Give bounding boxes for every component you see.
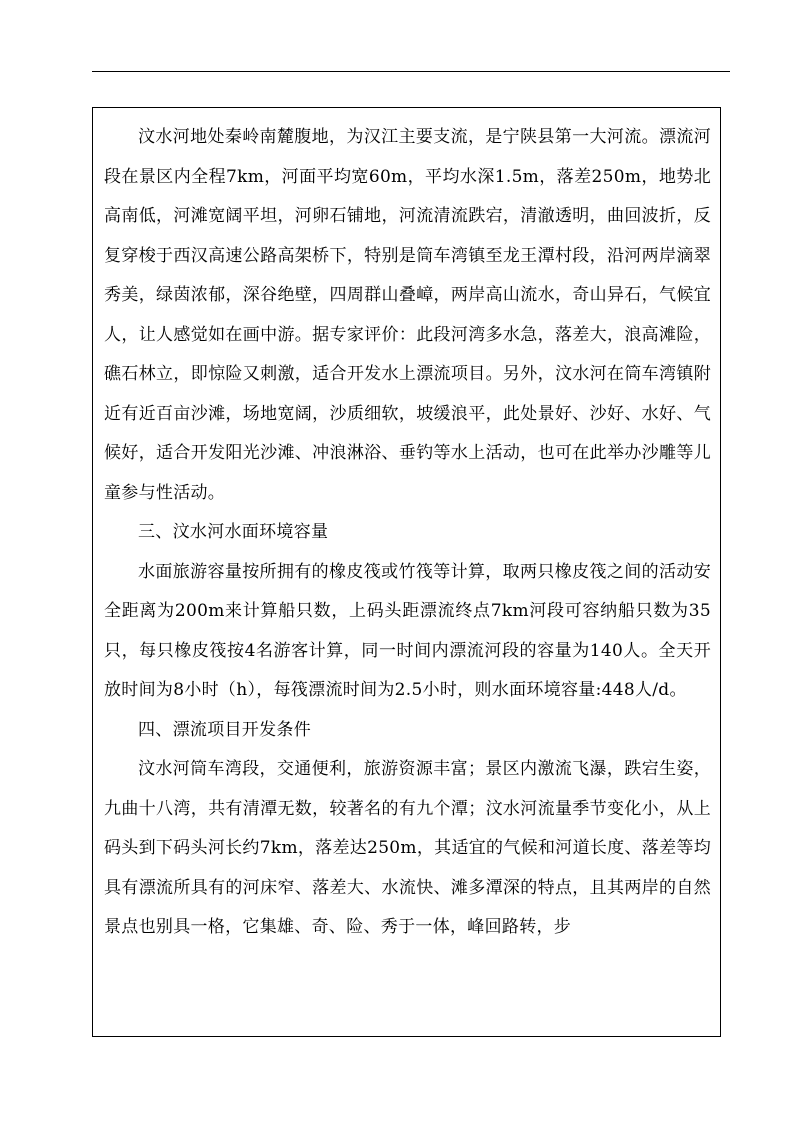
paragraph-water-capacity: 水面旅游容量按所拥有的橡皮筏或竹筏等计算，取两只橡皮筏之间的活动安全距离为200m来计算船只数，上码头距漂流终点7km河段可容纳船只数为35只，每只橡皮筏按4名游客计算，同一时间内漂流河段的容量为140人。全天开放时间为8小时（h），每筏漂流时间为2.5小时，则水面环境容量:448人/d。 <box>104 561 711 700</box>
section-heading-rafting-conditions: 四、漂流项目开发条件 <box>138 719 311 740</box>
document-body <box>104 118 711 948</box>
paragraph-rafting-conditions: 汶水河筒车湾段，交通便利，旅游资源丰富；景区内激流飞瀑，跌宕生姿，九曲十八湾，共有清潭无数，较著名的有九个潭；汶水河流量季节变化小，从上码头到下码头河长约7km，落差达250m，其适宜的气候和河道长度、落差等均具有漂流所具有的河床窄、落差大、水流快、滩多潭深的特点，且其两岸的自然景点也别具一格，它集雄、奇、险、秀于一体，峰回路转，步 <box>104 759 711 937</box>
section-heading-water-capacity: 三、汶水河水面环境容量 <box>138 522 329 542</box>
content-table-cell <box>92 107 721 1037</box>
paragraph-wenshui-river-overview: 汶水河地处秦岭南麓腹地，为汉江主要支流，是宁陕县第一大河流。漂流河段在景区内全程7km，河面平均宽60m，平均水深1.5m，落差250m，地势北高南低，河滩宽阔平坦，河卵石铺地，河流清流跌宕，清澈透明，曲回波折，反复穿梭于西汉高速公路高架桥下，特别是筒车湾镇至龙王潭村段，沿河两岸滴翠秀美，绿茵浓郁，深谷绝壁，四周群山叠嶂，两岸高山流水，奇山异石，气候宜人，让人感觉如在画中游。据专家评价：此段河湾多水急，落差大，浪高滩险，礁石林立，即惊险又刺激，适合开发水上漂流项目。另外，汶水河在筒车湾镇附近有近百亩沙滩，场地宽阔，沙质细软，坡缓浪平，此处景好、沙好、水好、气候好，适合开发阳光沙滩、冲浪淋浴、垂钓等水上活动，也可在此举办沙雕等儿童参与性活动。 <box>104 127 711 503</box>
header-rule <box>92 71 730 72</box>
